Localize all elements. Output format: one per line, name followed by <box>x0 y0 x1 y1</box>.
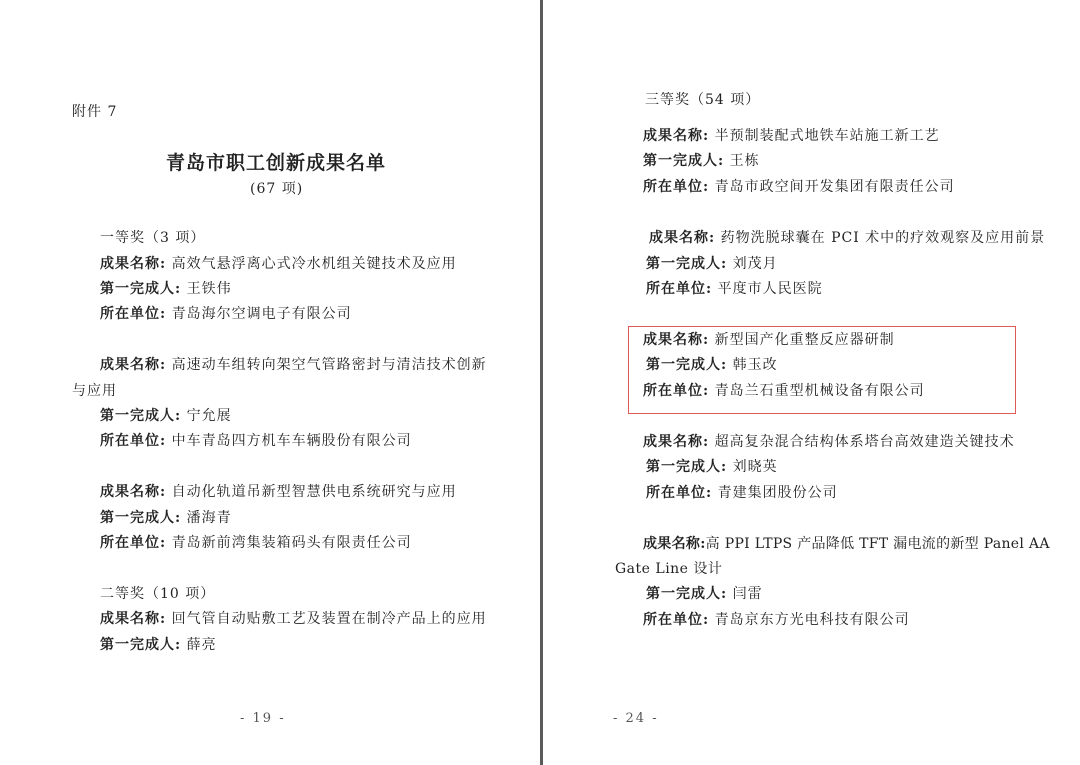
person-name: 宁允展 <box>186 408 232 424</box>
unit-name: 青岛市政空间开发集团有限责任公司 <box>714 179 955 195</box>
unit-label: 所在单位: <box>643 179 710 195</box>
attachment-label: 附件 7 <box>72 104 118 120</box>
name-label: 成果名称: <box>643 128 710 144</box>
person-name: 薛亮 <box>186 637 217 653</box>
unit-label: 所在单位: <box>100 433 167 449</box>
person-label: 第一完成人: <box>100 637 182 653</box>
unit-name: 平度市人民医院 <box>717 281 823 297</box>
unit-name: 青建集团股份公司 <box>717 485 838 501</box>
person-name: 王栋 <box>729 153 760 169</box>
achievement-name-continued: 与应用 <box>72 383 117 399</box>
unit-name: 青岛海尔空调电子有限公司 <box>171 306 352 322</box>
name-label: 成果名称: <box>100 484 167 500</box>
person-label: 第一完成人: <box>643 153 725 169</box>
person-label: 第一完成人: <box>646 586 728 602</box>
name-label: 成果名称: <box>643 332 710 348</box>
person-label: 第一完成人: <box>646 357 728 373</box>
unit-name: 青岛京东方光电科技有限公司 <box>714 612 910 628</box>
person-label: 第一完成人: <box>100 281 182 297</box>
achievement-name: 高速动车组转向架空气管路密封与清洁技术创新 <box>171 357 487 373</box>
unit-label: 所在单位: <box>646 281 713 297</box>
person-name: 刘茂月 <box>732 256 778 272</box>
achievement-name: 自动化轨道吊新型智慧供电系统研究与应用 <box>171 484 457 500</box>
name-label: 成果名称: <box>100 611 167 627</box>
page-number: - 24 - <box>613 711 659 726</box>
page-title: 青岛市职工创新成果名单 <box>166 152 387 174</box>
unit-label: 所在单位: <box>646 485 713 501</box>
achievement-name: 超高复杂混合结构体系塔台高效建造关键技术 <box>714 434 1015 450</box>
person-name: 刘晓英 <box>732 459 778 475</box>
achievement-name: 高效气悬浮离心式冷水机组关键技术及应用 <box>171 256 457 272</box>
unit-name: 青岛兰石重型机械设备有限公司 <box>714 383 925 399</box>
person-name: 闫雷 <box>732 586 763 602</box>
highlight-box <box>628 326 1016 414</box>
person-label: 第一完成人: <box>100 408 182 424</box>
achievement-name: 高 PPI LTPS 产品降低 TFT 漏电流的新型 Panel AA <box>705 536 1050 552</box>
first-prize-heading: 一等奖（3 项） <box>100 230 206 246</box>
person-name: 韩玉改 <box>732 357 778 373</box>
name-label: 成果名称: <box>100 256 167 272</box>
achievement-name: 回气管自动贴敷工艺及装置在制冷产品上的应用 <box>171 611 487 627</box>
person-label: 第一完成人: <box>100 510 182 526</box>
name-label: 成果名称: <box>100 357 167 373</box>
person-label: 第一完成人: <box>646 459 728 475</box>
unit-label: 所在单位: <box>643 612 710 628</box>
unit-label: 所在单位: <box>100 535 167 551</box>
person-name: 王铁伟 <box>186 281 232 297</box>
unit-name: 青岛新前湾集装箱码头有限责任公司 <box>171 535 412 551</box>
third-prize-heading: 三等奖（54 项） <box>645 92 761 108</box>
person-label: 第一完成人: <box>646 256 728 272</box>
achievement-name: 新型国产化重整反应器研制 <box>714 332 895 348</box>
unit-label: 所在单位: <box>100 306 167 322</box>
name-label: 成果名称: <box>643 536 706 552</box>
unit-name: 中车青岛四方机车车辆股份有限公司 <box>171 433 412 449</box>
page-number: - 19 - <box>240 711 286 726</box>
achievement-name: 药物洗脱球囊在 PCI 术中的疗效观察及应用前景 <box>720 230 1046 246</box>
unit-label: 所在单位: <box>643 383 710 399</box>
achievement-name: 半预制装配式地铁车站施工新工艺 <box>714 128 940 144</box>
total-count: (67 项) <box>250 181 304 197</box>
person-name: 潘海青 <box>186 510 232 526</box>
achievement-name-continued: Gate Line 设计 <box>615 561 723 577</box>
name-label: 成果名称: <box>649 230 716 246</box>
name-label: 成果名称: <box>643 434 710 450</box>
second-prize-heading: 二等奖（10 项） <box>100 586 216 602</box>
